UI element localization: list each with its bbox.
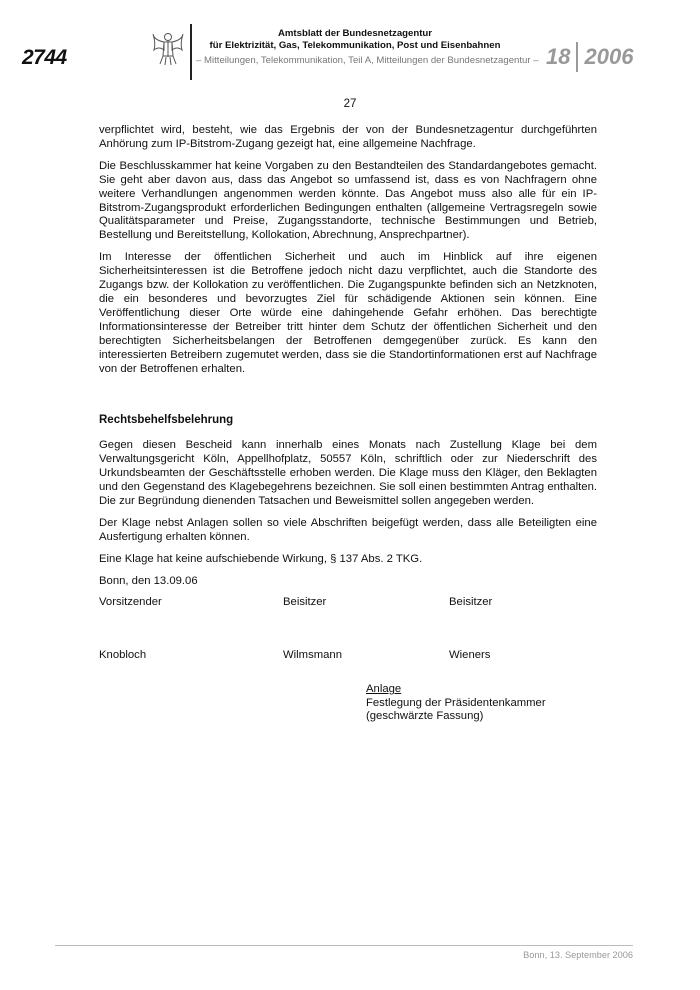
legal-paragraph: Eine Klage hat keine aufschiebende Wirkung, § 137 Abs. 2 TKG.: [99, 552, 423, 565]
signatory-role: Beisitzer: [449, 596, 493, 609]
document-page-number: 27: [343, 98, 357, 110]
masthead: [196, 28, 539, 67]
page-number: 2744: [22, 46, 67, 69]
masthead-title: Amtsblatt der Bundesnetzagentur: [277, 28, 433, 39]
issue-badge: [546, 40, 633, 74]
masthead-title-line2: für Elektrizität, Gas, Telekommunikation, Post und Eisenbahnen: [209, 40, 501, 51]
annex-line: Festlegung der Präsidentenkammer: [366, 696, 546, 709]
signatory-role: Vorsitzender: [99, 596, 162, 609]
signatory-names: [99, 649, 597, 663]
paragraph: Die Beschlusskammer hat keine Vorgaben zu den Bestandteilen des Standardangebotes gemacht. Sie geht aber davon aus, dass das Angebot so umfassend ist, dass es von Nachfragern ohne weitere Verhandlungen angenommen werden könnte. Das Angebot muss also alle für ein IP-Bitstrom-Zugangsprodukt erforderlichen Bedingungen enthalten (allgemeine Vertragsregeln sowie Qualitätsparameter und Preise, Zugangsstandorte, technische Bestimmungen und Betrieb, Bestellung und Bereitstellung, Kollokation, Abrechnung, Ansprechpartner).: [99, 159, 597, 242]
legal-paragraph: Der Klage nebst Anlagen sollen so viele Abschriften beigefügt werden, dass alle Beteiligten eine Ausfertigung erhalten können.: [99, 516, 597, 543]
federal-eagle-icon: [152, 30, 184, 68]
paragraph: Im Interesse der öffentlichen Sicherheit und auch im Hinblick auf ihre eigenen Sicherheitsinteressen ist die Betroffene jedoch nicht dazu verpflichtet, auch die Standorte des Zugangs bzw. der Kollokation zu veröffentlichen. Die Zugangspunkte befinden sich an Netzknoten, die ein besonderes und bevorzugtes Ziel für schädigende Aktionen sein können. Eine Veröffentlichung dieser Orte würde eine dahingehende Gefahr erhöhen. Das berechtigte Informationsinteresse der Betreiber tritt hinter dem Schutz der öffentlichen Sicherheit und den berechtigten Sicherheitsbelangen der Betroffenen demgegenüber zurück. Es kann den interessierten Betreibern zugemutet werden, dass sie die Standortinformationen erst auf Nachfrage von der Betroffenen erhalten.: [99, 251, 597, 375]
legal-paragraph: Gegen diesen Bescheid kann innerhalb eines Monats nach Zustellung Klage bei dem Verwaltungsgericht Köln, Appellhofplatz, 50557 Köln, schriftlich oder zur Niederschrift des Urkundsbeamten der Geschäftsstelle erhoben werden. Die Klage muss den Kläger, den Beklagten und den Gegenstand des Klagebegehrens bezeichnen. Sie soll einen bestimmten Antrag enthalten. Die zur Begründung dienenden Tatsachen und Beweismittel sollen angegeben werden.: [99, 439, 597, 507]
footer-rule: [55, 945, 633, 946]
paragraph: verpflichtet wird, besteht, wie das Ergebnis der von der Bundesnetzagentur durchgeführten Anhörung zum IP-Bitstrom-Zugang gezeigt hat, eine allgemeine Nachfrage.: [99, 124, 597, 150]
annex-label: Anlage: [366, 683, 402, 696]
signatory-roles: [99, 596, 597, 610]
signatory-name: Wilmsmann: [283, 649, 342, 662]
masthead-subtitle: – Mitteilungen, Telekommunikation, Teil A, Mitteilungen der Bundesnetzagentur –: [196, 55, 539, 66]
issue-number: 18: [546, 44, 571, 69]
signatory-name: Knobloch: [99, 649, 147, 662]
section-heading: Rechtsbehelfsbelehrung: [99, 414, 234, 427]
header-divider: [190, 24, 192, 80]
footer-date: Bonn, 13. September 2006: [523, 950, 633, 960]
document-body: [99, 124, 597, 724]
signatory-name: Wieners: [449, 649, 491, 662]
issue-separator: [576, 42, 578, 72]
annex-block: [366, 683, 597, 724]
annex-line: (geschwärzte Fassung): [366, 710, 484, 723]
place-date: Bonn, den 13.09.06: [99, 574, 198, 587]
issue-year: 2006: [584, 44, 634, 69]
signatory-role: Beisitzer: [283, 596, 327, 609]
